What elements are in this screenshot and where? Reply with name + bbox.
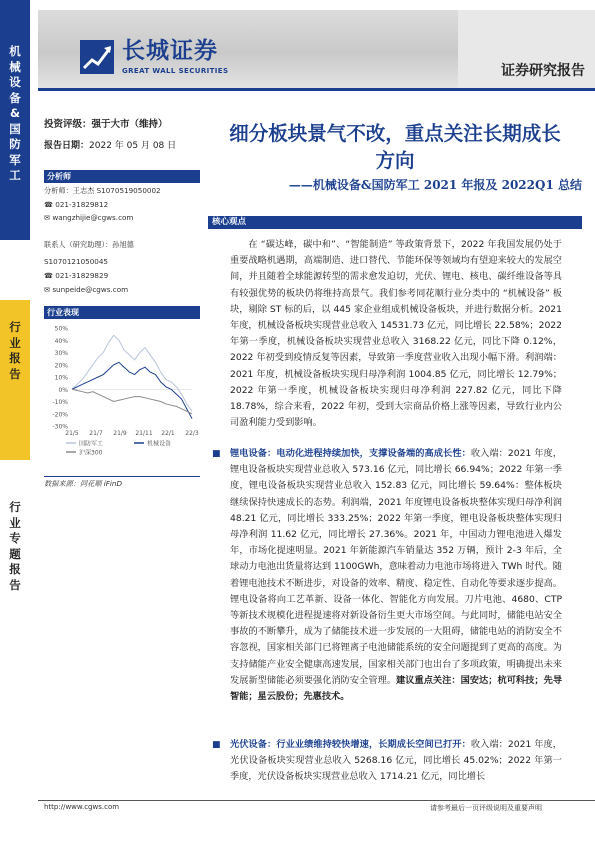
lithium-paragraph: 锂电设备：电动化进程持续加快，支撑设备端的高成长性：收入端：2021 年度，锂电设备板块实现营业总收入 573.16 亿元，同比增长 66.94%；2022 年第一季度，锂电设备板块实现营业总收入 152.83 亿元，同比增长 59.64%：整体板块继续保持快速成长的态势。利润端，2021 年度锂电设备板块整体实现归母净利润 48.21 亿元，同比增长 333.25%；2022 年第一季度，锂电设备板块整体实现归母净利润 11.62 亿元，同比增长 27.36%。2021 年，中国动力锂电池进入爆发年，市场化提速明显。2021 年新能源汽车销量达 352 万辆，预计 2-3 年后，全球动力电池出货量将达到 1100GWh，意味着动力电池市场将进入 TWh 时代。随着锂电池技术不断进步，对设备的效率、精度、稳定性、自动化等要求逐步提高。锂电设备将向工艺革新、设备一体化、智能化方向发展。刀片电池、4680、CTP 等新技术规模化进程提速将对新设备衍生更大市场空间。与此同时，储能电站安全事故的不断攀升，成为了储能技术进一步发展的一大阻碍，储能电站的消防安全不容忽视，国家相关部门已将锂离子电池储能系统的安全问题提到了更高的高度。为支持储能产业安全健康高速发展，国家相关部门也出台了多项政策，明确提出未来发展新型储能必须要强化消防安全管理。建议重点关注：国安达；杭可科技；先导智能；星云股份；先惠技术。 <box>230 448 563 703</box>
sector-band-char: 机 <box>9 44 21 58</box>
chart-bottom-divider <box>44 476 200 477</box>
intro-paragraph: 在 “碳达峰，碳中和”、“智能制造” 等政策背景下，2022 年我国发展仍处于重要战略机遇期，高端制造、进口替代、节能环保等领域均有望迎来较大的发展空间，并且随着全球能源转型的需求愈发迫切，光伏、锂电、核电、碳纤维设备等具有较强优势的板块仍将维持高景气。我们参考同花顺行业分类中的 “机械设备” 板块，剔除 ST 标的后，以 445 家企业组成机械设备板块，并进行数据分析。2021 年度，机械设备板块实现营业总收入 14531.73 亿元，同比增长 22.58%；2022 年第一季度，机械设备板块实现营业总收入 3168.22 亿元，同比下降 0.12%，2022 年初受到疫情反复等因素，导致第一季度营业收入出现小幅下滑。利润端：2021 年度，机械设备板块实现归母净利润 1004.85 亿元，同比增长 12.79%；2022 年第一季度，机械设备板块实现归母净利润 227.82 亿元，同比下降 18.78%，综合来看，2022 年初，受到大宗商品价格上涨等因素，导致行业内公司盈利能力受到影响。 <box>230 239 562 429</box>
legend-label: 机械设备 <box>147 440 172 448</box>
topic-band-char: 业 <box>9 515 21 530</box>
core-views-header: 核心观点 <box>208 216 582 229</box>
report-title: 细分板块景气不改，重点关注长期成长 方向 <box>229 122 561 172</box>
y-tick-label: 10% <box>54 374 68 382</box>
y-tick-label: 30% <box>54 350 68 357</box>
x-tick-label: 22/3 <box>185 430 199 437</box>
x-tick-label: 22/1 <box>161 430 175 437</box>
report-type-band-char: 业 <box>9 335 21 350</box>
report-type-band-char: 告 <box>9 366 21 381</box>
topic-band-char: 报 <box>9 562 21 576</box>
report-date: 报告日期：2022 年 05 月 08 日 <box>44 141 177 151</box>
sector-vertical-band <box>0 0 30 240</box>
y-tick-label: 20% <box>54 362 68 370</box>
contact-name: 联系人（研究助理）：孙旭德 <box>44 240 134 249</box>
industry-performance-chart <box>44 320 200 470</box>
footer-divider <box>38 800 595 801</box>
legend-label: 国防军工 <box>79 440 104 448</box>
x-tick-label: 21/5 <box>65 430 79 437</box>
sector-band-char: 工 <box>9 168 21 182</box>
sector-band-char: 防 <box>9 137 21 151</box>
y-tick-label: -20% <box>52 411 68 419</box>
contact-phone: ☎ 021-31829829 <box>44 271 109 280</box>
y-tick-label: 50% <box>54 325 68 333</box>
footer-disclaimer: 请参考最后一页评级说明及重要声明 <box>430 804 542 812</box>
chart-section-header: 行业表现 <box>44 306 200 319</box>
header-banner <box>38 10 595 88</box>
investment-rating: 投资评级：强于大市（维持） <box>44 119 168 130</box>
sector-band-char: 备 <box>9 90 21 105</box>
analyst-name: 分析师：王志杰 S1070519050002 <box>44 186 161 195</box>
y-tick-label: -10% <box>52 399 68 406</box>
sector-band-char: 国 <box>9 121 21 136</box>
report-type-vertical-band <box>0 300 30 460</box>
sector-band-char: 设 <box>9 75 21 89</box>
topic-vertical-band <box>0 460 30 841</box>
pv-paragraph: 光伏设备：行业业绩维持较快增速，长期成长空间已打开：收入端：2021 年度，光伏设备板块实现营业总收入 5268.16 亿元，同比增长 45.02%；2022 年第一季度，光伏设备板块实现营业总收入 1714.21 亿元，同比增长 <box>230 739 562 783</box>
legend-label: 沪深300 <box>79 449 103 457</box>
report-type-band-char: 报 <box>9 351 21 365</box>
topic-band-char: 行 <box>9 500 21 514</box>
contact-id: S1070121050045 <box>44 257 109 266</box>
analyst-section-header: 分析师 <box>44 170 200 183</box>
bullet-icon: ■ <box>212 449 221 459</box>
report-subtitle: ——机械设备&国防军工 2021 年报及 2022Q1 总结 <box>288 178 582 192</box>
sector-band-char: 军 <box>9 152 21 167</box>
series-line-1 <box>72 362 192 418</box>
x-tick-label: 21/11 <box>135 430 153 437</box>
logo-icon <box>80 40 114 74</box>
analyst-email: ✉ wangzhijie@cgws.com <box>44 213 134 222</box>
y-tick-label: 0% <box>58 386 68 394</box>
series-line-2 <box>72 389 192 414</box>
contact-email: ✉ sunpeide@cgws.com <box>44 285 129 294</box>
sector-band-char: 械 <box>9 59 21 74</box>
sector-band-char: & <box>9 106 21 120</box>
analyst-phone: ☎ 021-31829812 <box>44 200 109 209</box>
report-type-label: 证券研究报告 <box>501 63 585 79</box>
y-tick-label: -30% <box>52 423 68 431</box>
topic-band-char: 题 <box>9 546 21 561</box>
footer-url: http://www.cgws.com <box>44 803 120 811</box>
topic-band-char: 告 <box>9 577 21 592</box>
logo-text: 长城证券 <box>122 37 218 64</box>
header-divider <box>38 88 595 91</box>
topic-band-char: 专 <box>9 531 21 545</box>
report-type-band-char: 行 <box>9 320 21 334</box>
x-tick-label: 21/7 <box>89 430 103 437</box>
y-tick-label: 40% <box>54 337 68 345</box>
bullet-icon: ■ <box>212 740 221 750</box>
chart-source: 数据来源：同花顺 iFinD <box>44 479 123 488</box>
logo-english-text: GREAT WALL SECURITIES <box>122 67 229 75</box>
x-tick-label: 21/9 <box>113 430 127 437</box>
